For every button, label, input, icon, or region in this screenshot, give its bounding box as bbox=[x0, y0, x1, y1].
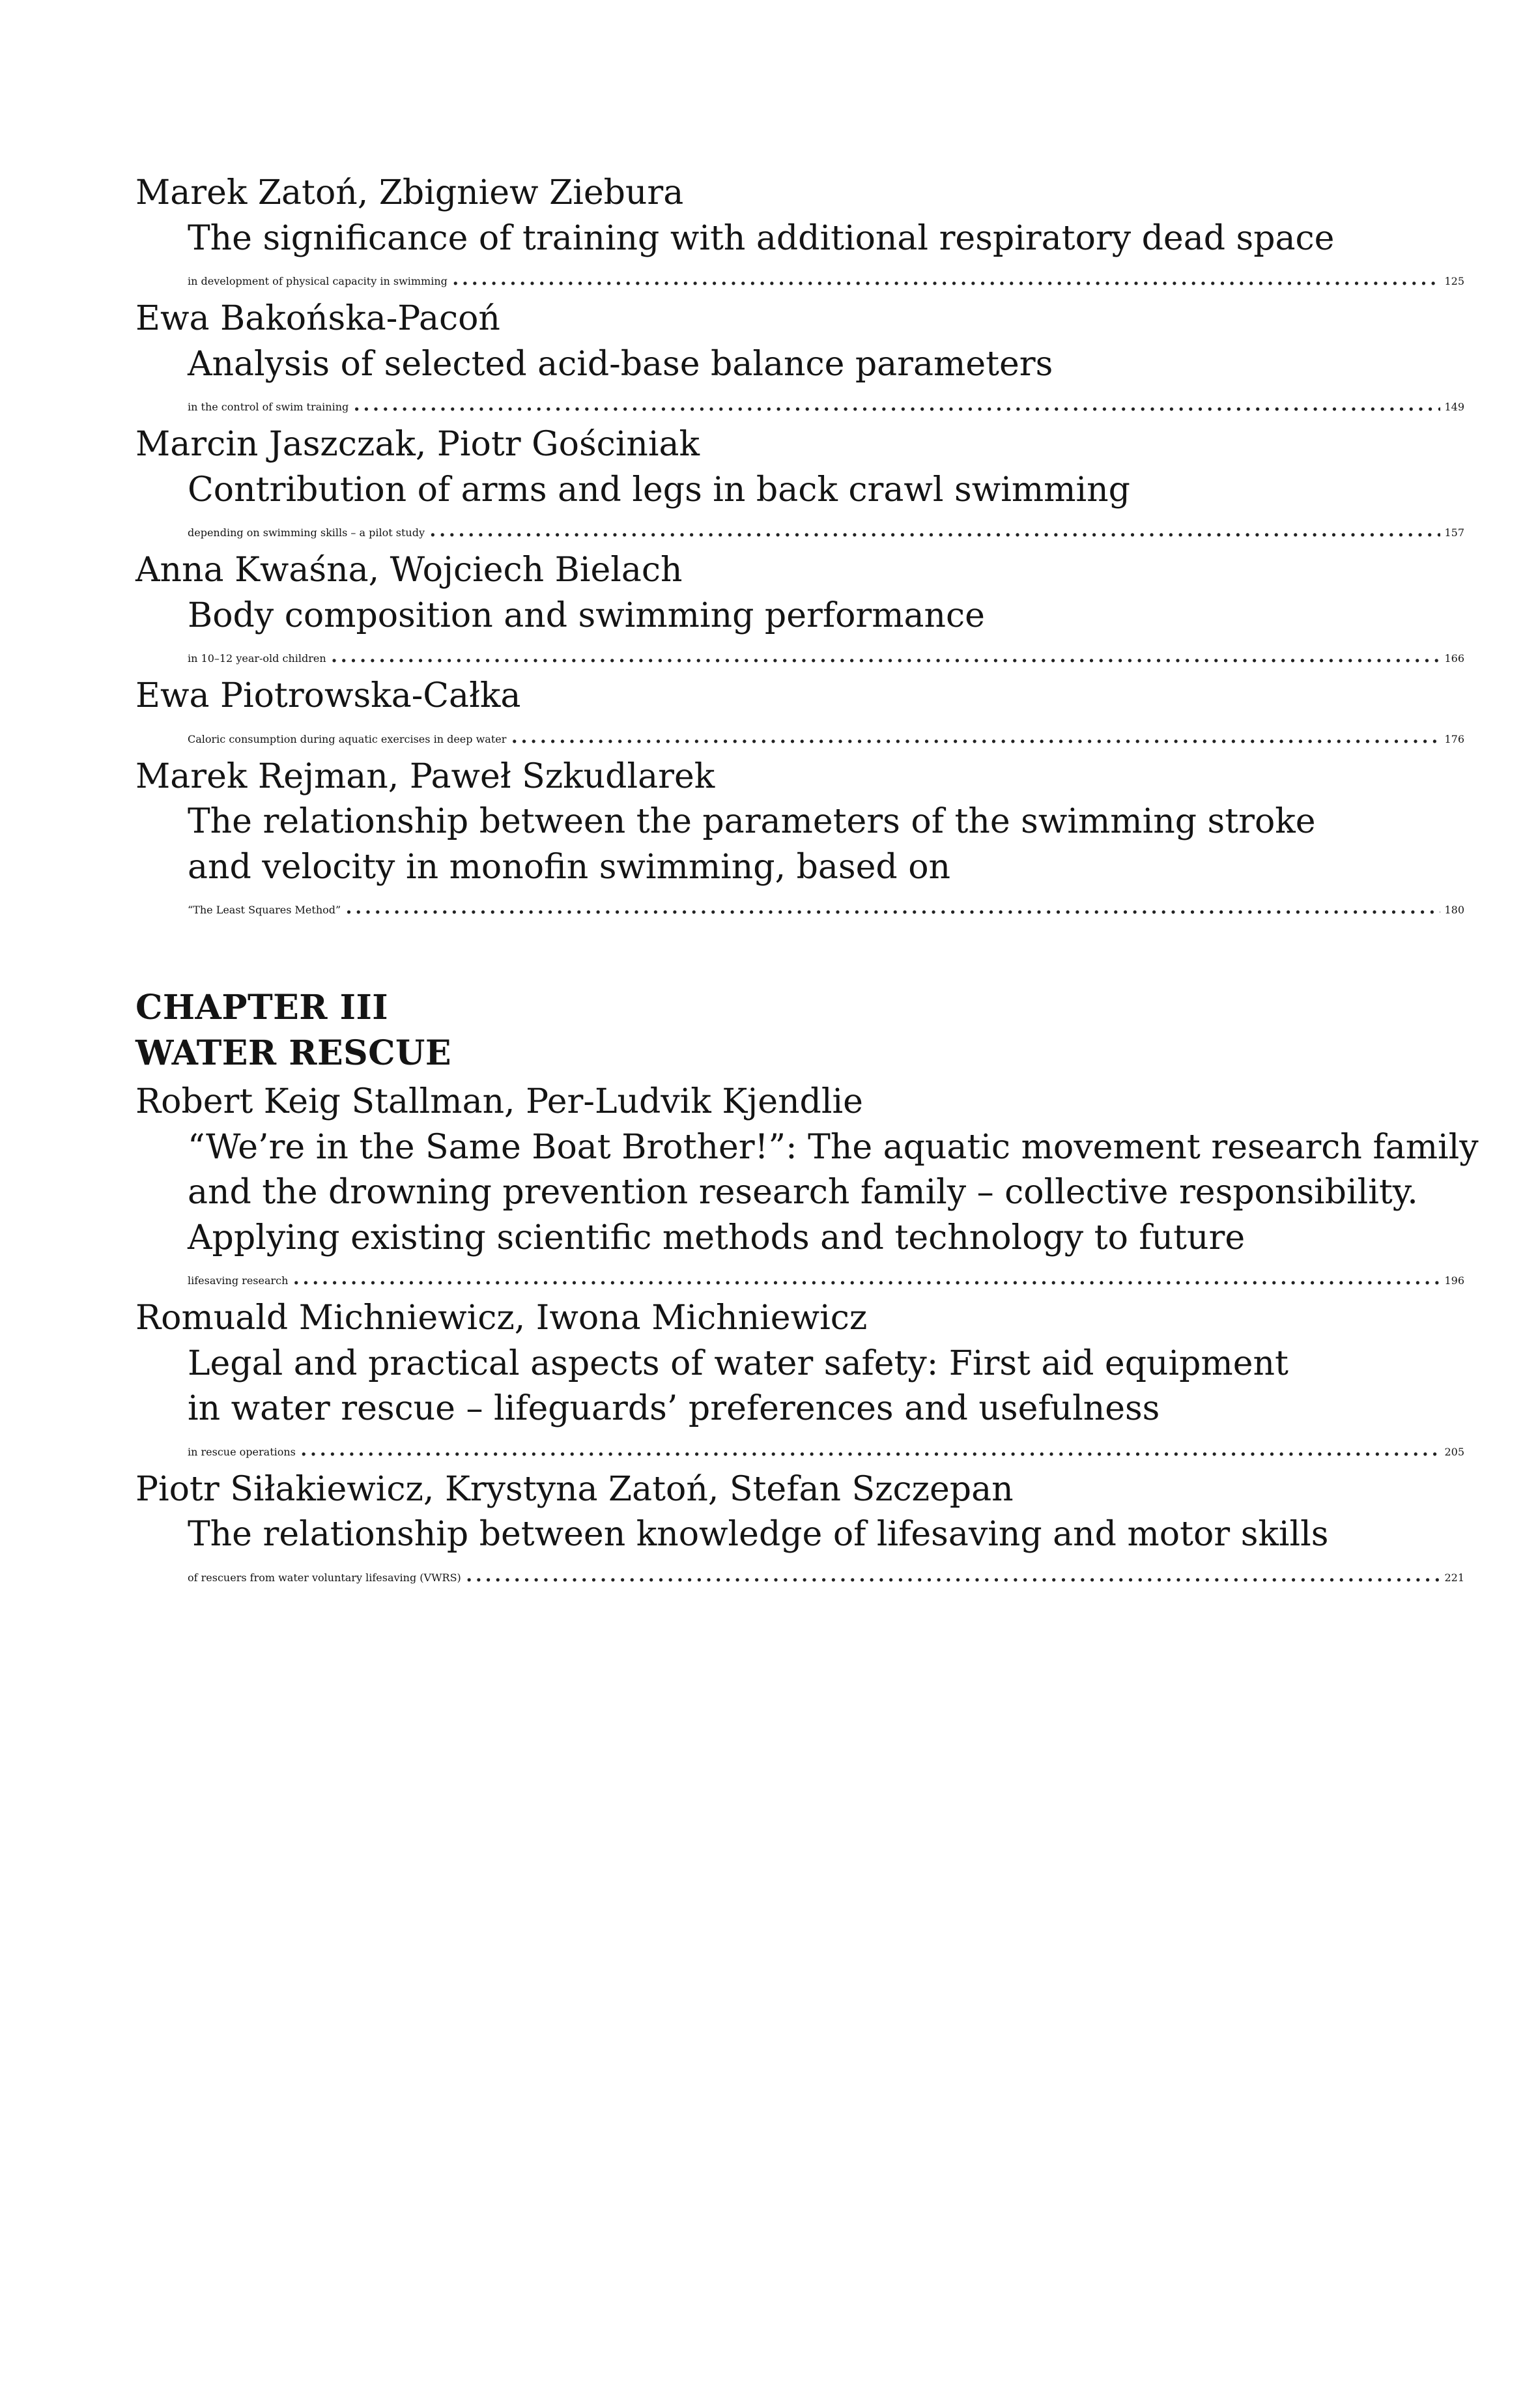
toc-entry[interactable] bbox=[135, 1296, 1464, 1462]
entry-title-text: in the control of swim training bbox=[188, 401, 349, 413]
entry-title-line: The relationship between the parameters of the swimming stroke bbox=[188, 802, 1316, 841]
entry-title-text: Caloric consumption during aquatic exercises in deep water bbox=[188, 732, 507, 745]
entry-title-last-line bbox=[135, 1261, 1464, 1291]
entry-title-text: lifesaving research bbox=[188, 1274, 289, 1287]
chapter-title: WATER RESCUE bbox=[135, 1033, 451, 1073]
dot-leader bbox=[465, 1558, 1441, 1588]
toc-entry[interactable] bbox=[135, 296, 1464, 417]
entry-title-text: in 10–12 year-old children bbox=[188, 652, 326, 665]
dot-leader bbox=[451, 261, 1441, 291]
entry-title-line: in water rescue – lifeguards’ preferences and usefulness bbox=[188, 1389, 1160, 1428]
dot-leader bbox=[300, 1432, 1441, 1462]
entry-title-line: Contribution of arms and legs in back crawl swimming bbox=[188, 470, 1130, 509]
entry-title-last-line bbox=[135, 1432, 1464, 1462]
page-number: 149 bbox=[1444, 401, 1464, 413]
page-number: 125 bbox=[1444, 275, 1464, 287]
page-number: 157 bbox=[1444, 526, 1464, 539]
entry-title-last-line bbox=[135, 1558, 1464, 1588]
entry-title-text: of rescuers from water voluntary lifesaving (VWRS) bbox=[188, 1571, 461, 1584]
page-number: 221 bbox=[1444, 1571, 1464, 1584]
entry-title-text: in rescue operations bbox=[188, 1445, 296, 1458]
entry-authors: Anna Kwaśna, Wojciech Bielach bbox=[135, 551, 683, 590]
toc-entry[interactable] bbox=[135, 1080, 1479, 1291]
dot-leader bbox=[292, 1261, 1440, 1291]
entry-title-line: and velocity in monofin swimming, based on bbox=[188, 847, 950, 887]
dot-leader bbox=[429, 513, 1440, 543]
entry-authors: Romuald Michniewicz, Iwona Michniewicz bbox=[135, 1298, 868, 1338]
entry-authors: Ewa Piotrowska-Całka bbox=[135, 676, 521, 715]
entry-title-last-line bbox=[135, 387, 1464, 417]
page-number: 166 bbox=[1444, 652, 1464, 665]
page-number: 196 bbox=[1444, 1274, 1464, 1287]
dot-leader bbox=[330, 638, 1441, 668]
toc-entry[interactable] bbox=[135, 171, 1464, 291]
page-number: 180 bbox=[1444, 904, 1464, 916]
entry-authors: Piotr Siłakiewicz, Krystyna Zatoń, Stefan Szczepan bbox=[135, 1469, 1014, 1509]
entry-authors: Marek Zatoń, Zbigniew Ziebura bbox=[135, 173, 684, 212]
entry-title-last-line bbox=[135, 638, 1464, 668]
entry-authors: Marek Rejman, Paweł Szkudlarek bbox=[135, 756, 715, 796]
chapter-number: CHAPTER III bbox=[135, 988, 389, 1027]
entry-title-line: and the drowning prevention research family – collective responsibility. bbox=[188, 1173, 1418, 1212]
dot-leader bbox=[345, 890, 1440, 920]
entry-title-last-line bbox=[135, 513, 1464, 543]
entry-title-line: The relationship between knowledge of lifesaving and motor skills bbox=[188, 1515, 1329, 1554]
dot-leader bbox=[352, 387, 1440, 417]
entry-title-text: in development of physical capacity in swimming bbox=[188, 275, 448, 287]
toc-entry[interactable] bbox=[135, 548, 1464, 668]
entry-authors: Ewa Bakońska-Pacoń bbox=[135, 299, 500, 338]
page-number: 176 bbox=[1444, 732, 1464, 745]
toc-entry[interactable] bbox=[135, 1467, 1464, 1588]
entry-title-text: depending on swimming skills – a pilot study bbox=[188, 526, 425, 539]
toc-entry[interactable] bbox=[135, 754, 1464, 921]
entry-title-line: Applying existing scientific methods and technology to future bbox=[188, 1218, 1246, 1257]
entry-authors: Robert Keig Stallman, Per-Ludvik Kjendlie bbox=[135, 1082, 863, 1121]
chapter-heading bbox=[135, 985, 1464, 1076]
entry-title-line: The significance of training with additional respiratory dead space bbox=[188, 218, 1335, 258]
entry-title-text: “The Least Squares Method” bbox=[188, 904, 341, 916]
entry-title-last-line bbox=[135, 890, 1464, 920]
entry-authors: Marcin Jaszczak, Piotr Gościniak bbox=[135, 425, 700, 464]
entry-title-last-line bbox=[135, 261, 1464, 291]
page-number: 205 bbox=[1444, 1445, 1464, 1458]
toc-entry[interactable] bbox=[135, 674, 1464, 749]
entry-title-line: Body composition and swimming performance bbox=[188, 595, 985, 635]
table-of-contents bbox=[135, 171, 1479, 1593]
entry-title-line: Legal and practical aspects of water safety: First aid equipment bbox=[188, 1343, 1289, 1383]
toc-entry[interactable] bbox=[135, 422, 1464, 543]
dot-leader bbox=[510, 719, 1440, 749]
entry-title-line: Analysis of selected acid-base balance parameters bbox=[188, 344, 1053, 384]
entry-title-line: “We’re in the Same Boat Brother!”: The aquatic movement research family bbox=[188, 1127, 1479, 1167]
entry-title-last-line bbox=[135, 719, 1464, 749]
